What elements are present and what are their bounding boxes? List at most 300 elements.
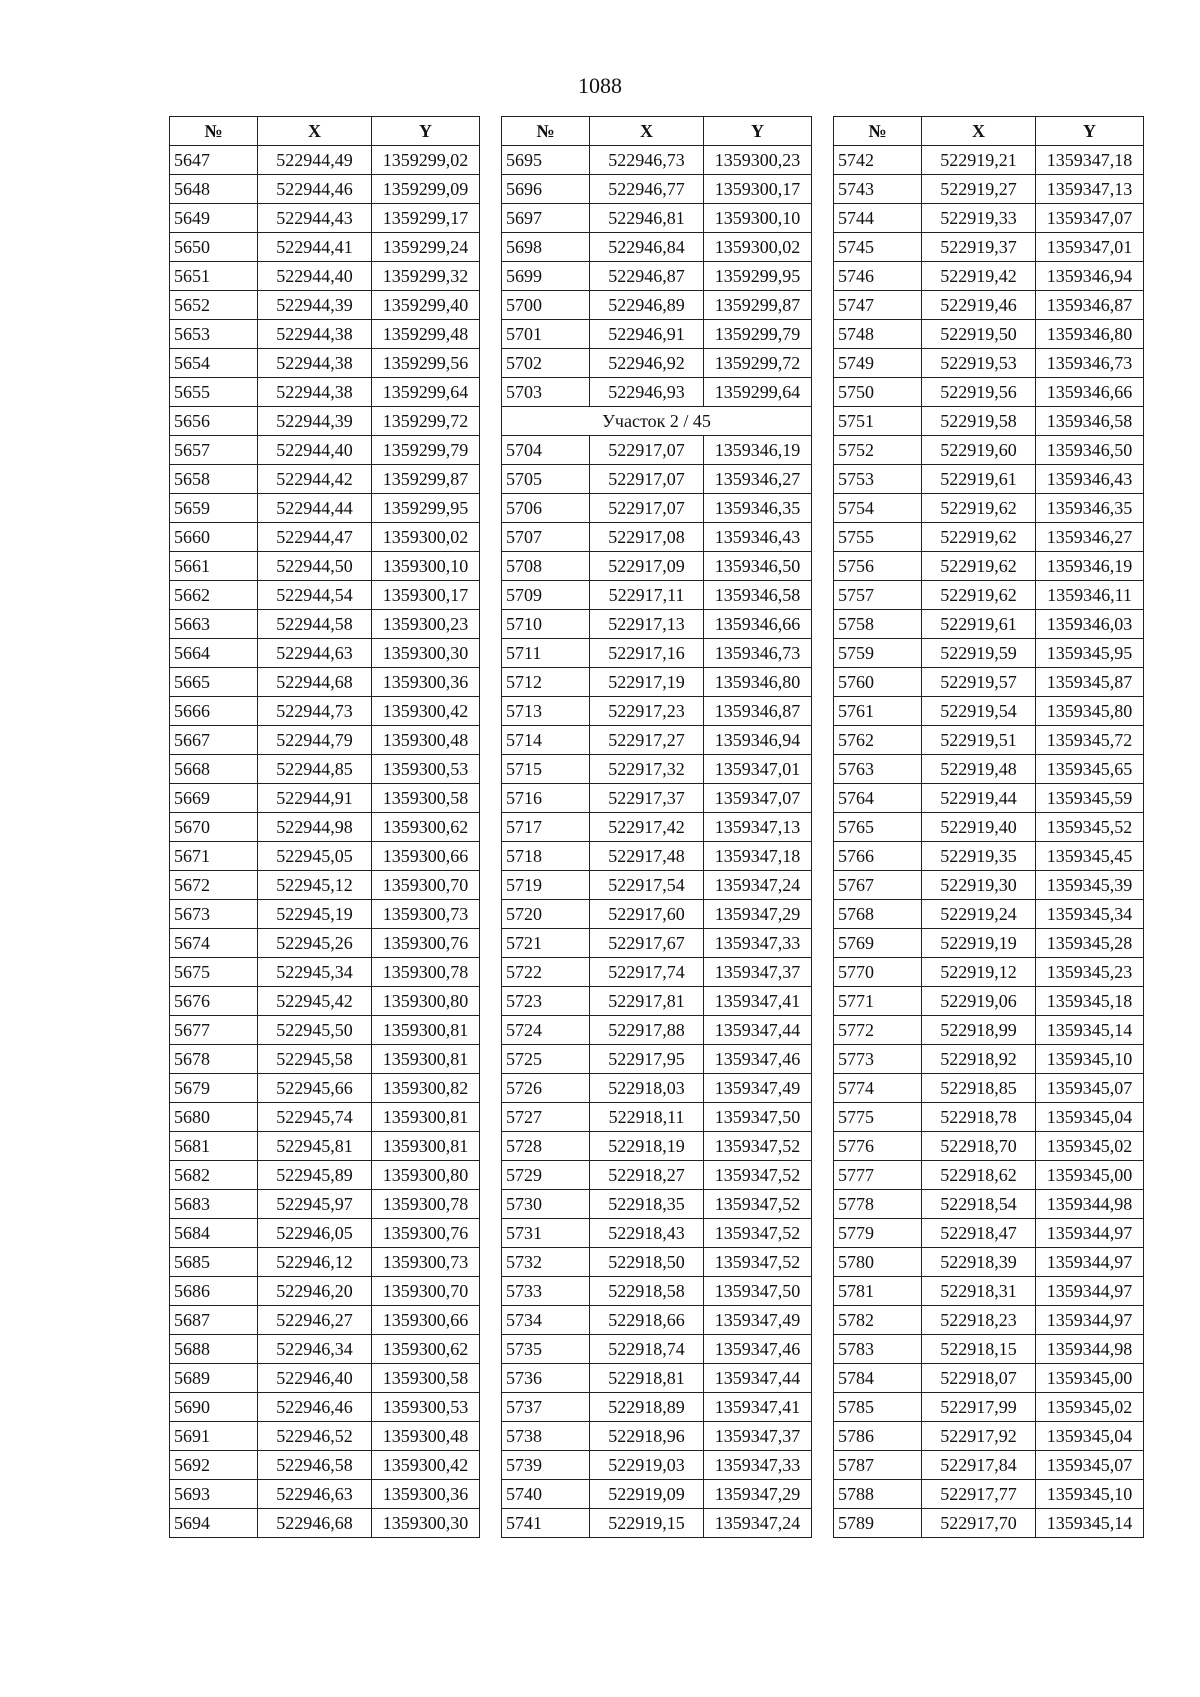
y-coordinate-cell: 1359345,45 — [1036, 842, 1144, 871]
x-coordinate-cell: 522919,03 — [590, 1451, 704, 1480]
x-coordinate-cell: 522917,48 — [590, 842, 704, 871]
point-number-cell: 5744 — [834, 204, 922, 233]
x-coordinate-cell: 522917,67 — [590, 929, 704, 958]
y-coordinate-cell: 1359299,17 — [372, 204, 480, 233]
table-row — [834, 1306, 1144, 1335]
point-number-cell: 5680 — [170, 1103, 258, 1132]
y-coordinate-cell: 1359347,52 — [704, 1190, 812, 1219]
table-row — [502, 813, 812, 842]
table-row — [834, 1509, 1144, 1538]
x-coordinate-cell: 522918,07 — [922, 1364, 1036, 1393]
x-coordinate-cell: 522919,50 — [922, 320, 1036, 349]
x-coordinate-cell: 522944,79 — [258, 726, 372, 755]
y-coordinate-cell: 1359345,65 — [1036, 755, 1144, 784]
x-coordinate-cell: 522918,15 — [922, 1335, 1036, 1364]
y-coordinate-cell: 1359346,43 — [704, 523, 812, 552]
point-number-cell: 5654 — [170, 349, 258, 378]
point-number-cell: 5779 — [834, 1219, 922, 1248]
y-coordinate-cell: 1359345,00 — [1036, 1161, 1144, 1190]
point-number-cell: 5760 — [834, 668, 922, 697]
y-coordinate-cell: 1359346,80 — [1036, 320, 1144, 349]
table-row — [502, 175, 812, 204]
y-coordinate-cell: 1359345,34 — [1036, 900, 1144, 929]
table-row — [170, 1480, 480, 1509]
point-number-cell: 5776 — [834, 1132, 922, 1161]
table-row — [170, 465, 480, 494]
x-coordinate-cell: 522917,74 — [590, 958, 704, 987]
table-row — [834, 1364, 1144, 1393]
header-x: X — [922, 117, 1036, 146]
x-coordinate-cell: 522917,54 — [590, 871, 704, 900]
point-number-cell: 5711 — [502, 639, 590, 668]
table-row — [170, 1016, 480, 1045]
x-coordinate-cell: 522946,40 — [258, 1364, 372, 1393]
point-number-cell: 5738 — [502, 1422, 590, 1451]
table-row — [834, 900, 1144, 929]
point-number-cell: 5721 — [502, 929, 590, 958]
y-coordinate-cell: 1359347,52 — [704, 1161, 812, 1190]
point-number-cell: 5649 — [170, 204, 258, 233]
x-coordinate-cell: 522944,40 — [258, 262, 372, 291]
x-coordinate-cell: 522917,19 — [590, 668, 704, 697]
table-row — [170, 755, 480, 784]
section-title: Участок 2 / 45 — [502, 407, 812, 436]
y-coordinate-cell: 1359345,39 — [1036, 871, 1144, 900]
x-coordinate-cell: 522918,66 — [590, 1306, 704, 1335]
y-coordinate-cell: 1359300,48 — [372, 1422, 480, 1451]
point-number-cell: 5675 — [170, 958, 258, 987]
y-coordinate-cell: 1359345,18 — [1036, 987, 1144, 1016]
table-row — [834, 1277, 1144, 1306]
x-coordinate-cell: 522918,92 — [922, 1045, 1036, 1074]
table-row — [502, 349, 812, 378]
x-coordinate-cell: 522918,27 — [590, 1161, 704, 1190]
point-number-cell: 5709 — [502, 581, 590, 610]
point-number-cell: 5775 — [834, 1103, 922, 1132]
point-number-cell: 5705 — [502, 465, 590, 494]
y-coordinate-cell: 1359299,40 — [372, 291, 480, 320]
point-number-cell: 5671 — [170, 842, 258, 871]
x-coordinate-cell: 522919,62 — [922, 552, 1036, 581]
x-coordinate-cell: 522946,12 — [258, 1248, 372, 1277]
x-coordinate-cell: 522944,91 — [258, 784, 372, 813]
table-row — [170, 581, 480, 610]
table-row — [502, 1045, 812, 1074]
table-row — [170, 552, 480, 581]
point-number-cell: 5685 — [170, 1248, 258, 1277]
header-y: Y — [704, 117, 812, 146]
table-row — [502, 523, 812, 552]
table-row — [502, 1422, 812, 1451]
y-coordinate-cell: 1359299,87 — [704, 291, 812, 320]
y-coordinate-cell: 1359345,07 — [1036, 1074, 1144, 1103]
point-number-cell: 5694 — [170, 1509, 258, 1538]
y-coordinate-cell: 1359345,14 — [1036, 1016, 1144, 1045]
x-coordinate-cell: 522946,52 — [258, 1422, 372, 1451]
y-coordinate-cell: 1359300,62 — [372, 813, 480, 842]
x-coordinate-cell: 522944,46 — [258, 175, 372, 204]
x-coordinate-cell: 522918,78 — [922, 1103, 1036, 1132]
x-coordinate-cell: 522919,60 — [922, 436, 1036, 465]
y-coordinate-cell: 1359345,52 — [1036, 813, 1144, 842]
point-number-cell: 5743 — [834, 175, 922, 204]
x-coordinate-cell: 522919,54 — [922, 697, 1036, 726]
point-number-cell: 5688 — [170, 1335, 258, 1364]
point-number-cell: 5785 — [834, 1393, 922, 1422]
point-number-cell: 5778 — [834, 1190, 922, 1219]
point-number-cell: 5696 — [502, 175, 590, 204]
x-coordinate-cell: 522918,39 — [922, 1248, 1036, 1277]
table-row — [834, 1422, 1144, 1451]
table-row — [502, 204, 812, 233]
table-row — [834, 1393, 1144, 1422]
table-row — [834, 523, 1144, 552]
point-number-cell: 5667 — [170, 726, 258, 755]
y-coordinate-cell: 1359299,09 — [372, 175, 480, 204]
table-row — [170, 175, 480, 204]
point-number-cell: 5768 — [834, 900, 922, 929]
table-row — [834, 204, 1144, 233]
x-coordinate-cell: 522918,19 — [590, 1132, 704, 1161]
point-number-cell: 5746 — [834, 262, 922, 291]
x-coordinate-cell: 522918,89 — [590, 1393, 704, 1422]
y-coordinate-cell: 1359299,56 — [372, 349, 480, 378]
x-coordinate-cell: 522919,46 — [922, 291, 1036, 320]
table-row — [834, 668, 1144, 697]
table-row — [502, 1335, 812, 1364]
y-coordinate-cell: 1359346,50 — [704, 552, 812, 581]
y-coordinate-cell: 1359300,23 — [704, 146, 812, 175]
table-row — [834, 407, 1144, 436]
coordinates-table-2 — [501, 116, 812, 1538]
x-coordinate-cell: 522944,38 — [258, 320, 372, 349]
table-row — [502, 146, 812, 175]
table-row — [502, 784, 812, 813]
point-number-cell: 5701 — [502, 320, 590, 349]
point-number-cell: 5757 — [834, 581, 922, 610]
point-number-cell: 5735 — [502, 1335, 590, 1364]
table-row — [834, 871, 1144, 900]
section-row — [502, 407, 812, 436]
x-coordinate-cell: 522946,81 — [590, 204, 704, 233]
point-number-cell: 5777 — [834, 1161, 922, 1190]
point-number-cell: 5784 — [834, 1364, 922, 1393]
y-coordinate-cell: 1359345,80 — [1036, 697, 1144, 726]
point-number-cell: 5754 — [834, 494, 922, 523]
point-number-cell: 5660 — [170, 523, 258, 552]
table-row — [170, 1045, 480, 1074]
table-row — [170, 233, 480, 262]
table-row — [170, 1132, 480, 1161]
table-row — [834, 1248, 1144, 1277]
point-number-cell: 5712 — [502, 668, 590, 697]
y-coordinate-cell: 1359345,04 — [1036, 1422, 1144, 1451]
table-row — [502, 697, 812, 726]
point-number-cell: 5666 — [170, 697, 258, 726]
x-coordinate-cell: 522944,38 — [258, 378, 372, 407]
y-coordinate-cell: 1359299,79 — [704, 320, 812, 349]
table-row — [834, 1190, 1144, 1219]
x-coordinate-cell: 522946,58 — [258, 1451, 372, 1480]
table-row — [834, 494, 1144, 523]
y-coordinate-cell: 1359300,81 — [372, 1132, 480, 1161]
table-row — [170, 349, 480, 378]
table-row — [834, 262, 1144, 291]
y-coordinate-cell: 1359347,44 — [704, 1016, 812, 1045]
point-number-cell: 5741 — [502, 1509, 590, 1538]
table-row — [170, 262, 480, 291]
point-number-cell: 5700 — [502, 291, 590, 320]
y-coordinate-cell: 1359345,00 — [1036, 1364, 1144, 1393]
table-row — [834, 581, 1144, 610]
x-coordinate-cell: 522919,42 — [922, 262, 1036, 291]
x-coordinate-cell: 522918,43 — [590, 1219, 704, 1248]
y-coordinate-cell: 1359347,41 — [704, 987, 812, 1016]
x-coordinate-cell: 522944,54 — [258, 581, 372, 610]
table-row — [170, 1190, 480, 1219]
table-row — [170, 494, 480, 523]
y-coordinate-cell: 1359346,50 — [1036, 436, 1144, 465]
x-coordinate-cell: 522918,35 — [590, 1190, 704, 1219]
x-coordinate-cell: 522944,50 — [258, 552, 372, 581]
x-coordinate-cell: 522918,47 — [922, 1219, 1036, 1248]
x-coordinate-cell: 522917,95 — [590, 1045, 704, 1074]
point-number-cell: 5706 — [502, 494, 590, 523]
y-coordinate-cell: 1359299,64 — [704, 378, 812, 407]
table-row — [170, 697, 480, 726]
y-coordinate-cell: 1359300,78 — [372, 958, 480, 987]
y-coordinate-cell: 1359347,01 — [704, 755, 812, 784]
y-coordinate-cell: 1359300,70 — [372, 871, 480, 900]
x-coordinate-cell: 522918,23 — [922, 1306, 1036, 1335]
x-coordinate-cell: 522919,40 — [922, 813, 1036, 842]
point-number-cell: 5678 — [170, 1045, 258, 1074]
table-row — [834, 552, 1144, 581]
header-number: № — [170, 117, 258, 146]
y-coordinate-cell: 1359300,81 — [372, 1016, 480, 1045]
table-row — [170, 610, 480, 639]
x-coordinate-cell: 522918,81 — [590, 1364, 704, 1393]
x-coordinate-cell: 522917,27 — [590, 726, 704, 755]
point-number-cell: 5736 — [502, 1364, 590, 1393]
point-number-cell: 5648 — [170, 175, 258, 204]
x-coordinate-cell: 522917,84 — [922, 1451, 1036, 1480]
header-y: Y — [1036, 117, 1144, 146]
y-coordinate-cell: 1359345,87 — [1036, 668, 1144, 697]
y-coordinate-cell: 1359300,48 — [372, 726, 480, 755]
point-number-cell: 5749 — [834, 349, 922, 378]
x-coordinate-cell: 522917,13 — [590, 610, 704, 639]
point-number-cell: 5715 — [502, 755, 590, 784]
point-number-cell: 5766 — [834, 842, 922, 871]
y-coordinate-cell: 1359345,04 — [1036, 1103, 1144, 1132]
y-coordinate-cell: 1359300,30 — [372, 1509, 480, 1538]
y-coordinate-cell: 1359300,76 — [372, 1219, 480, 1248]
x-coordinate-cell: 522918,58 — [590, 1277, 704, 1306]
y-coordinate-cell: 1359347,46 — [704, 1335, 812, 1364]
point-number-cell: 5689 — [170, 1364, 258, 1393]
y-coordinate-cell: 1359347,01 — [1036, 233, 1144, 262]
point-number-cell: 5708 — [502, 552, 590, 581]
y-coordinate-cell: 1359345,02 — [1036, 1132, 1144, 1161]
y-coordinate-cell: 1359300,66 — [372, 1306, 480, 1335]
y-coordinate-cell: 1359300,62 — [372, 1335, 480, 1364]
y-coordinate-cell: 1359345,07 — [1036, 1451, 1144, 1480]
x-coordinate-cell: 522917,07 — [590, 494, 704, 523]
table-row — [502, 320, 812, 349]
y-coordinate-cell: 1359347,52 — [704, 1219, 812, 1248]
table-row — [502, 552, 812, 581]
y-coordinate-cell: 1359300,82 — [372, 1074, 480, 1103]
table-row — [834, 1045, 1144, 1074]
table-row — [834, 697, 1144, 726]
x-coordinate-cell: 522919,35 — [922, 842, 1036, 871]
x-coordinate-cell: 522917,07 — [590, 465, 704, 494]
y-coordinate-cell: 1359346,11 — [1036, 581, 1144, 610]
x-coordinate-cell: 522945,34 — [258, 958, 372, 987]
y-coordinate-cell: 1359346,19 — [1036, 552, 1144, 581]
x-coordinate-cell: 522919,59 — [922, 639, 1036, 668]
y-coordinate-cell: 1359300,80 — [372, 1161, 480, 1190]
table-row — [502, 581, 812, 610]
table-row — [834, 378, 1144, 407]
point-number-cell: 5670 — [170, 813, 258, 842]
x-coordinate-cell: 522918,54 — [922, 1190, 1036, 1219]
y-coordinate-cell: 1359344,98 — [1036, 1335, 1144, 1364]
y-coordinate-cell: 1359345,23 — [1036, 958, 1144, 987]
point-number-cell: 5713 — [502, 697, 590, 726]
point-number-cell: 5674 — [170, 929, 258, 958]
point-number-cell: 5717 — [502, 813, 590, 842]
point-number-cell: 5786 — [834, 1422, 922, 1451]
x-coordinate-cell: 522917,70 — [922, 1509, 1036, 1538]
point-number-cell: 5719 — [502, 871, 590, 900]
y-coordinate-cell: 1359347,37 — [704, 958, 812, 987]
point-number-cell: 5722 — [502, 958, 590, 987]
x-coordinate-cell: 522944,39 — [258, 407, 372, 436]
y-coordinate-cell: 1359347,07 — [704, 784, 812, 813]
x-coordinate-cell: 522946,87 — [590, 262, 704, 291]
point-number-cell: 5769 — [834, 929, 922, 958]
y-coordinate-cell: 1359346,03 — [1036, 610, 1144, 639]
x-coordinate-cell: 522917,60 — [590, 900, 704, 929]
y-coordinate-cell: 1359345,95 — [1036, 639, 1144, 668]
x-coordinate-cell: 522944,47 — [258, 523, 372, 552]
table-row — [834, 726, 1144, 755]
table-row — [502, 1509, 812, 1538]
table-row — [502, 291, 812, 320]
table-row — [834, 436, 1144, 465]
x-coordinate-cell: 522945,89 — [258, 1161, 372, 1190]
y-coordinate-cell: 1359346,73 — [1036, 349, 1144, 378]
point-number-cell: 5659 — [170, 494, 258, 523]
x-coordinate-cell: 522946,77 — [590, 175, 704, 204]
point-number-cell: 5759 — [834, 639, 922, 668]
y-coordinate-cell: 1359347,33 — [704, 1451, 812, 1480]
x-coordinate-cell: 522917,08 — [590, 523, 704, 552]
coordinates-table-3 — [833, 116, 1144, 1538]
point-number-cell: 5734 — [502, 1306, 590, 1335]
y-coordinate-cell: 1359300,10 — [704, 204, 812, 233]
table-row — [502, 1364, 812, 1393]
y-coordinate-cell: 1359299,32 — [372, 262, 480, 291]
y-coordinate-cell: 1359346,27 — [704, 465, 812, 494]
y-coordinate-cell: 1359300,81 — [372, 1103, 480, 1132]
point-number-cell: 5765 — [834, 813, 922, 842]
y-coordinate-cell: 1359300,78 — [372, 1190, 480, 1219]
y-coordinate-cell: 1359344,97 — [1036, 1248, 1144, 1277]
table-row — [502, 1393, 812, 1422]
table-row — [502, 755, 812, 784]
y-coordinate-cell: 1359346,27 — [1036, 523, 1144, 552]
point-number-cell: 5770 — [834, 958, 922, 987]
point-number-cell: 5681 — [170, 1132, 258, 1161]
table-row — [834, 755, 1144, 784]
table-row — [170, 639, 480, 668]
x-coordinate-cell: 522919,21 — [922, 146, 1036, 175]
point-number-cell: 5695 — [502, 146, 590, 175]
point-number-cell: 5698 — [502, 233, 590, 262]
point-number-cell: 5668 — [170, 755, 258, 784]
point-number-cell: 5710 — [502, 610, 590, 639]
x-coordinate-cell: 522945,74 — [258, 1103, 372, 1132]
y-coordinate-cell: 1359346,80 — [704, 668, 812, 697]
point-number-cell: 5658 — [170, 465, 258, 494]
x-coordinate-cell: 522945,12 — [258, 871, 372, 900]
x-coordinate-cell: 522917,77 — [922, 1480, 1036, 1509]
table-row — [834, 610, 1144, 639]
point-number-cell: 5726 — [502, 1074, 590, 1103]
table-row — [502, 987, 812, 1016]
table-row — [170, 146, 480, 175]
table-row — [502, 233, 812, 262]
x-coordinate-cell: 522944,43 — [258, 204, 372, 233]
point-number-cell: 5763 — [834, 755, 922, 784]
header-row — [170, 117, 480, 146]
table-row — [502, 1306, 812, 1335]
table-row — [170, 929, 480, 958]
table-row — [502, 929, 812, 958]
y-coordinate-cell: 1359300,53 — [372, 755, 480, 784]
y-coordinate-cell: 1359300,58 — [372, 784, 480, 813]
table-row — [502, 1161, 812, 1190]
point-number-cell: 5724 — [502, 1016, 590, 1045]
table-row — [502, 726, 812, 755]
point-number-cell: 5774 — [834, 1074, 922, 1103]
x-coordinate-cell: 522944,40 — [258, 436, 372, 465]
x-coordinate-cell: 522919,09 — [590, 1480, 704, 1509]
table-row — [834, 320, 1144, 349]
table-row — [502, 1190, 812, 1219]
x-coordinate-cell: 522917,16 — [590, 639, 704, 668]
point-number-cell: 5751 — [834, 407, 922, 436]
table-row — [502, 958, 812, 987]
y-coordinate-cell: 1359346,66 — [1036, 378, 1144, 407]
point-number-cell: 5742 — [834, 146, 922, 175]
y-coordinate-cell: 1359347,18 — [704, 842, 812, 871]
point-number-cell: 5727 — [502, 1103, 590, 1132]
x-coordinate-cell: 522946,63 — [258, 1480, 372, 1509]
point-number-cell: 5755 — [834, 523, 922, 552]
y-coordinate-cell: 1359299,48 — [372, 320, 480, 349]
table-body — [502, 146, 812, 1538]
point-number-cell: 5762 — [834, 726, 922, 755]
y-coordinate-cell: 1359345,02 — [1036, 1393, 1144, 1422]
table-row — [170, 204, 480, 233]
y-coordinate-cell: 1359346,73 — [704, 639, 812, 668]
point-number-cell: 5665 — [170, 668, 258, 697]
y-coordinate-cell: 1359300,23 — [372, 610, 480, 639]
